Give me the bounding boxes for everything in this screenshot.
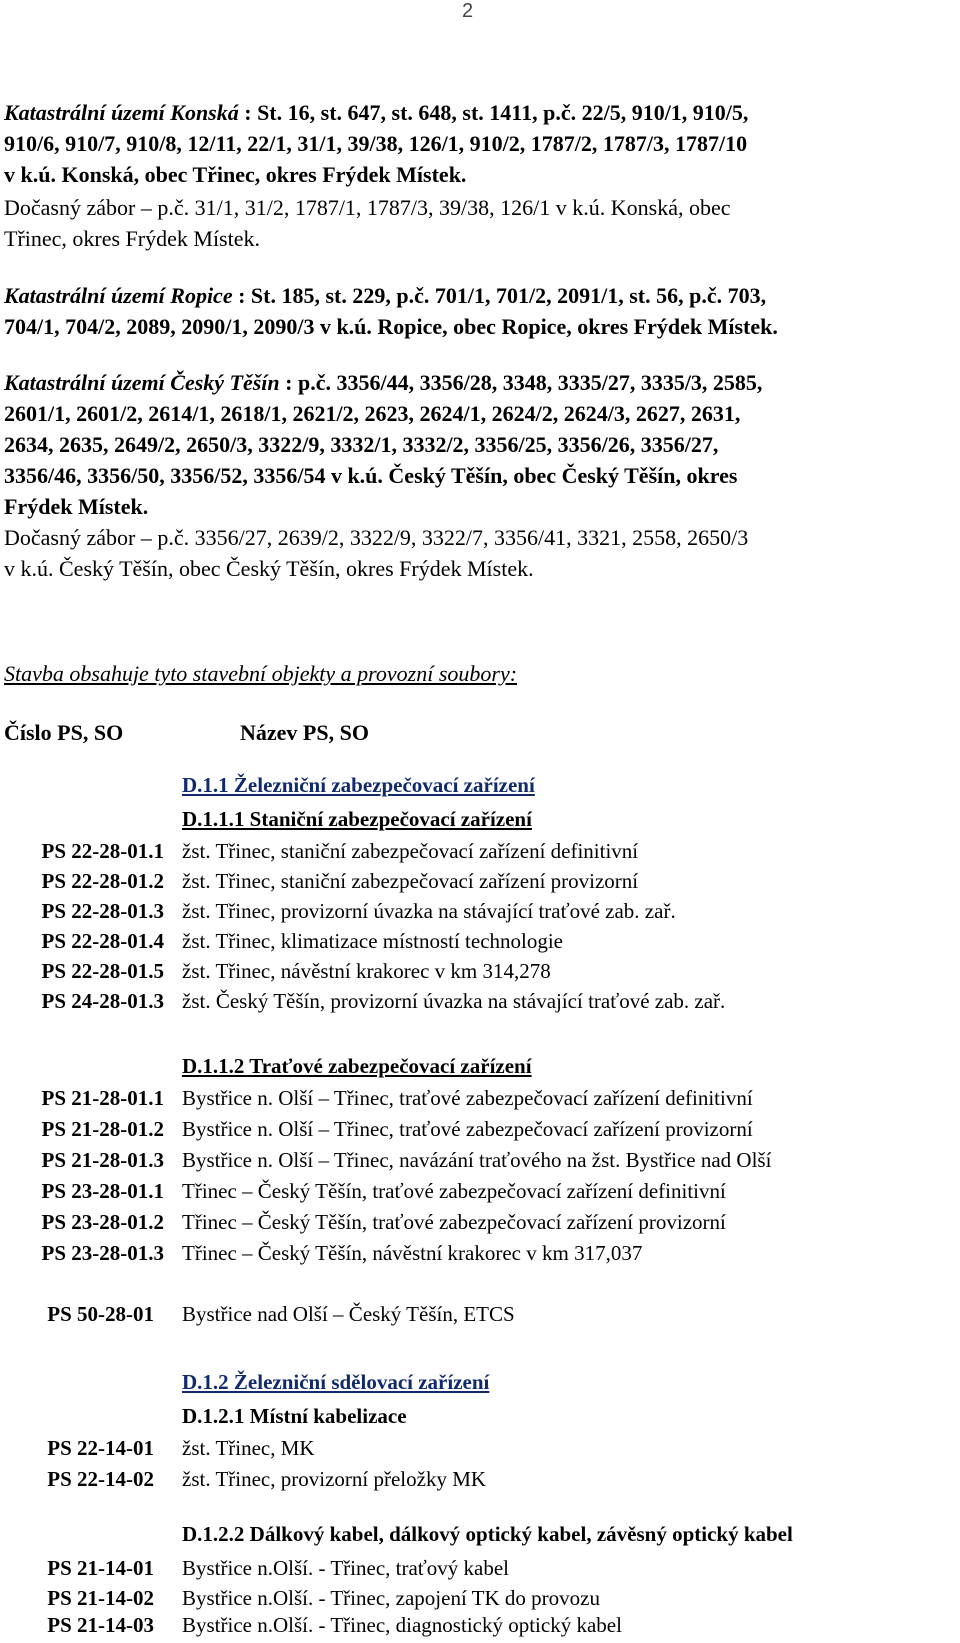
row-name: žst. Třinec, klimatizace místností technologie (182, 929, 564, 953)
row-code: PS 22-28-01.2 (41, 869, 164, 893)
row-name: žst. Třinec, MK (182, 1436, 315, 1460)
konska-line-3: v k.ú. Konská, obec Třinec, okres Frýdek Místek. (4, 162, 467, 187)
row-name: Bystřice nad Olší – Český Těšín, ETCS (182, 1302, 515, 1326)
konska-label: Katastrální území Konská (4, 100, 239, 125)
row-code: PS 21-14-02 (47, 1586, 154, 1610)
row-name: Bystřice n.Olší. - Třinec, diagnostický optický kabel (182, 1613, 622, 1637)
row-name: Třinec – Český Těšín, návěstní krakorec v km 317,037 (182, 1241, 643, 1265)
row-code: PS 22-28-01.4 (41, 929, 164, 953)
group-heading-d112: D.1.1.2 Traťové zabezpečovací zařízení (182, 1054, 532, 1078)
row-name: Bystřice n.Olší. - Třinec, traťový kabel (182, 1556, 509, 1580)
row-code: PS 24-28-01.3 (41, 989, 164, 1013)
tesin-temp-1: Dočasný zábor – p.č. 3356/27, 2639/2, 3322/9, 3322/7, 3356/41, 3321, 2558, 2650/3 (4, 525, 749, 550)
row-name: Třinec – Český Těšín, traťové zabezpečovací zařízení provizorní (182, 1210, 726, 1234)
row-name: žst. Třinec, provizorní přeložky MK (182, 1467, 487, 1491)
tesin-line-1: Katastrální území Český Těšín : p.č. 3356/44, 3356/28, 3348, 3335/27, 3335/3, 2585, (4, 370, 763, 395)
row-code: PS 22-14-02 (47, 1467, 154, 1491)
row-code: PS 22-14-01 (47, 1436, 154, 1460)
tesin-temp-2: v k.ú. Český Těšín, obec Český Těšín, okres Frýdek Místek. (4, 556, 534, 581)
row-code: PS 21-14-01 (47, 1556, 154, 1580)
group-heading-d122: D.1.2.2 Dálkový kabel, dálkový optický kabel, závěsný optický kabel (182, 1522, 793, 1546)
row-code: PS 22-28-01.1 (41, 839, 164, 863)
row-name: žst. Třinec, staniční zabezpečovací zařízení provizorní (182, 869, 639, 893)
table-header-code: Číslo PS, SO (4, 720, 124, 745)
row-name: Bystřice n.Olší. - Třinec, zapojení TK do provozu (182, 1586, 600, 1610)
row-code: PS 21-28-01.3 (41, 1148, 164, 1172)
row-name: žst. Třinec, návěstní krakorec v km 314,278 (182, 959, 551, 983)
row-name: Bystřice n. Olší – Třinec, traťové zabezpečovací zařízení definitivní (182, 1086, 753, 1110)
row-code: PS 23-28-01.1 (41, 1179, 164, 1203)
section-title: Stavba obsahuje tyto stavební objekty a provozní soubory: (4, 661, 518, 686)
konska-line-1: Katastrální území Konská : St. 16, st. 647, st. 648, st. 1411, p.č. 22/5, 910/1, 910/5, (4, 100, 749, 125)
tesin-label: Katastrální území Český Těšín (4, 370, 280, 395)
row-name: žst. Třinec, staniční zabezpečovací zařízení definitivní (182, 839, 639, 863)
konska-line-2: 910/6, 910/7, 910/8, 12/11, 22/1, 31/1, 39/38, 126/1, 910/2, 1787/2, 1787/3, 1787/10 (4, 131, 748, 156)
table-header-name: Název PS, SO (240, 720, 369, 745)
konska-temp-1: Dočasný zábor – p.č. 31/1, 31/2, 1787/1, 1787/3, 39/38, 126/1 v k.ú. Konská, obec (4, 195, 731, 220)
row-name: Bystřice n. Olší – Třinec, navázání traťového na žst. Bystřice nad Olší (182, 1148, 772, 1172)
group-heading-d11: D.1.1 Železniční zabezpečovací zařízení (182, 773, 535, 797)
tesin-line-5: Frýdek Místek. (4, 494, 149, 519)
ropice-label: Katastrální území Ropice (4, 283, 233, 308)
row-name: Třinec – Český Těšín, traťové zabezpečovací zařízení definitivní (182, 1179, 726, 1203)
row-name: žst. Třinec, provizorní úvazka na stávající traťové zab. zař. (182, 899, 676, 923)
ropice-line-2: 704/1, 704/2, 2089, 2090/1, 2090/3 v k.ú. Ropice, obec Ropice, okres Frýdek Místek. (4, 314, 778, 339)
row-name: žst. Český Těšín, provizorní úvazka na stávající traťové zab. zař. (182, 989, 726, 1013)
konska-temp-2: Třinec, okres Frýdek Místek. (4, 226, 260, 251)
page-number: 2 (462, 0, 474, 22)
group-heading-d111: D.1.1.1 Staniční zabezpečovací zařízení (182, 807, 532, 831)
row-name: Bystřice n. Olší – Třinec, traťové zabezpečovací zařízení provizorní (182, 1117, 753, 1141)
row-code: PS 23-28-01.3 (41, 1241, 164, 1265)
row-code: PS 21-28-01.2 (41, 1117, 164, 1141)
group-heading-d12: D.1.2 Železniční sdělovací zařízení (182, 1370, 490, 1394)
row-code: PS 22-28-01.3 (41, 899, 164, 923)
ropice-line-1: Katastrální území Ropice : St. 185, st. 229, p.č. 701/1, 701/2, 2091/1, st. 56, p.č. 703, (4, 283, 767, 308)
row-code: PS 21-14-03 (47, 1613, 154, 1637)
tesin-line-2: 2601/1, 2601/2, 2614/1, 2618/1, 2621/2, 2623, 2624/1, 2624/2, 2624/3, 2627, 2631, (4, 401, 741, 426)
row-code: PS 23-28-01.2 (41, 1210, 164, 1234)
tesin-line-4: 3356/46, 3356/50, 3356/52, 3356/54 v k.ú. Český Těšín, obec Český Těšín, okres (4, 463, 738, 488)
group-heading-d121: D.1.2.1 Místní kabelizace (182, 1404, 407, 1428)
row-code: PS 21-28-01.1 (41, 1086, 164, 1110)
row-code: PS 22-28-01.5 (41, 959, 164, 983)
row-code: PS 50-28-01 (47, 1302, 154, 1326)
tesin-line-3: 2634, 2635, 2649/2, 2650/3, 3322/9, 3332/1, 3332/2, 3356/25, 3356/26, 3356/27, (4, 432, 719, 457)
